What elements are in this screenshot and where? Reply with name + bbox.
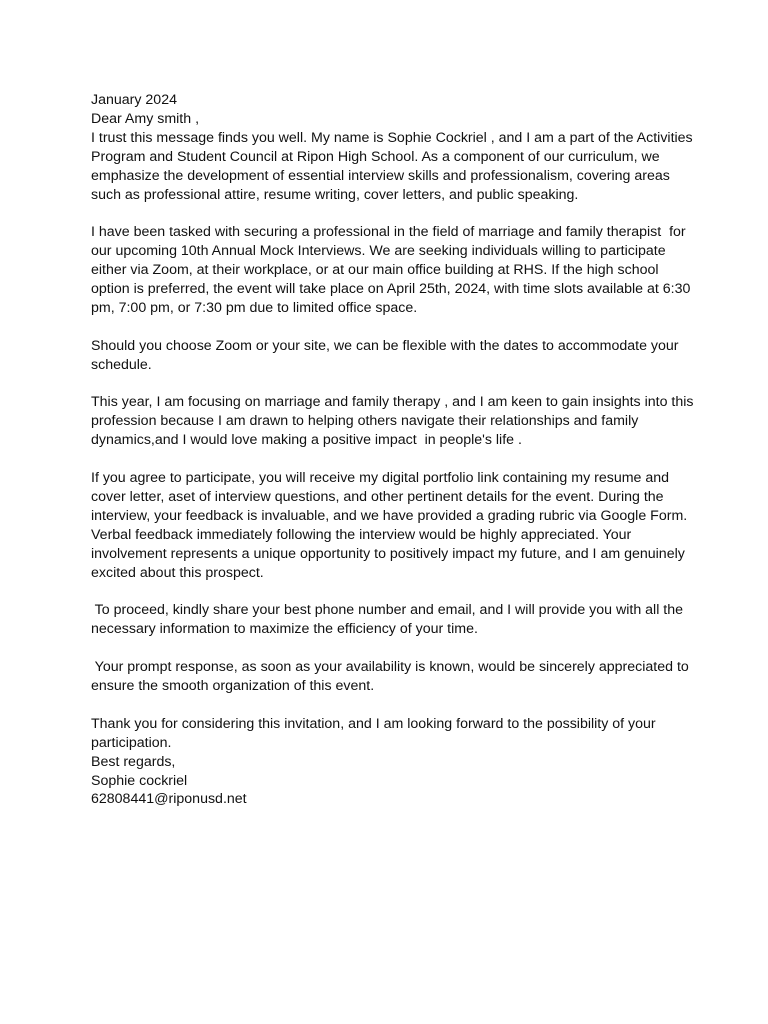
paragraph-line: such as professional attire, resume writing, cover letters, and public speaking. [91,186,579,203]
letter-signature: Sophie cockriel [91,772,188,789]
paragraph-line: This year, I am focusing on marriage and family therapy , and I am keen to gain insights into this [91,394,694,411]
paragraph-line: I have been tasked with securing a professional in the field of marriage and family therapist for [91,224,686,241]
sender-email: 62808441@riponusd.net [91,791,247,808]
paragraph-thanks [91,715,691,753]
paragraph-line: option is preferred, the event will take place on April 25th, 2024, with time slots available at 6:30 [91,281,691,298]
paragraph-line: either via Zoom, at their workplace, or at our main office building at RHS. If the high school [91,262,659,279]
paragraph-response [91,658,691,696]
paragraph-line: Should you choose Zoom or your site, we can be flexible with the dates to accommodate your [91,337,679,354]
letter-salutation: Dear Amy smith , [91,110,200,127]
paragraph-line: If you agree to participate, you will receive my digital portfolio link containing my resume and [91,470,670,487]
paragraph-line: our upcoming 10th Annual Mock Interviews. We are seeking individuals willing to participate [91,243,666,260]
paragraph-line: involvement represents a unique opportunity to positively impact my future, and I am genuinely [91,545,685,562]
paragraph-line: cover letter, aset of interview questions, and other pertinent details for the event. During the [91,488,664,505]
paragraph-line: To proceed, kindly share your best phone number and email, and I will provide you with all the [91,602,684,619]
paragraph-line: Your prompt response, as soon as your availability is known, would be sincerely appreciated to [91,659,689,676]
paragraph-line: profession because I am drawn to helping others navigate their relationships and family [91,413,639,430]
paragraph-line: pm, 7:00 pm, or 7:30 pm due to limited office space. [91,299,418,316]
paragraph-line: Program and Student Council at Ripon High School. As a component of our curriculum, we [91,148,660,165]
paragraph-focus [91,393,694,450]
paragraph-flexibility [91,337,691,375]
paragraph-line: dynamics,and I would love making a positive impact in people's life . [91,432,522,449]
paragraph-line: necessary information to maximize the efficiency of your time. [91,621,478,638]
paragraph-request [91,223,691,318]
paragraph-line: Thank you for considering this invitation, and I am looking forward to the possibility of your [91,715,656,732]
paragraph-proceed [91,601,691,639]
paragraph-line: participation. [91,734,172,751]
paragraph-line: I trust this message finds you well. My name is Sophie Cockriel , and I am a part of the Activities [91,129,693,146]
letter-date: January 2024 [91,92,177,108]
paragraph-introduction [91,129,691,205]
paragraph-line: emphasize the development of essential interview skills and professionalism, covering areas [91,167,670,184]
letter-page [91,91,694,809]
letter-closing: Best regards, [91,753,176,770]
paragraph-line: excited about this prospect. [91,564,264,581]
paragraph-line: ensure the smooth organization of this event. [91,678,375,694]
paragraph-participation [91,469,691,582]
paragraph-line: interview, your feedback is invaluable, and we have provided a grading rubric via Google Form. [91,507,688,524]
paragraph-line: schedule. [91,356,152,373]
paragraph-line: Verbal feedback immediately following the interview would be highly appreciated. Your [91,526,632,543]
